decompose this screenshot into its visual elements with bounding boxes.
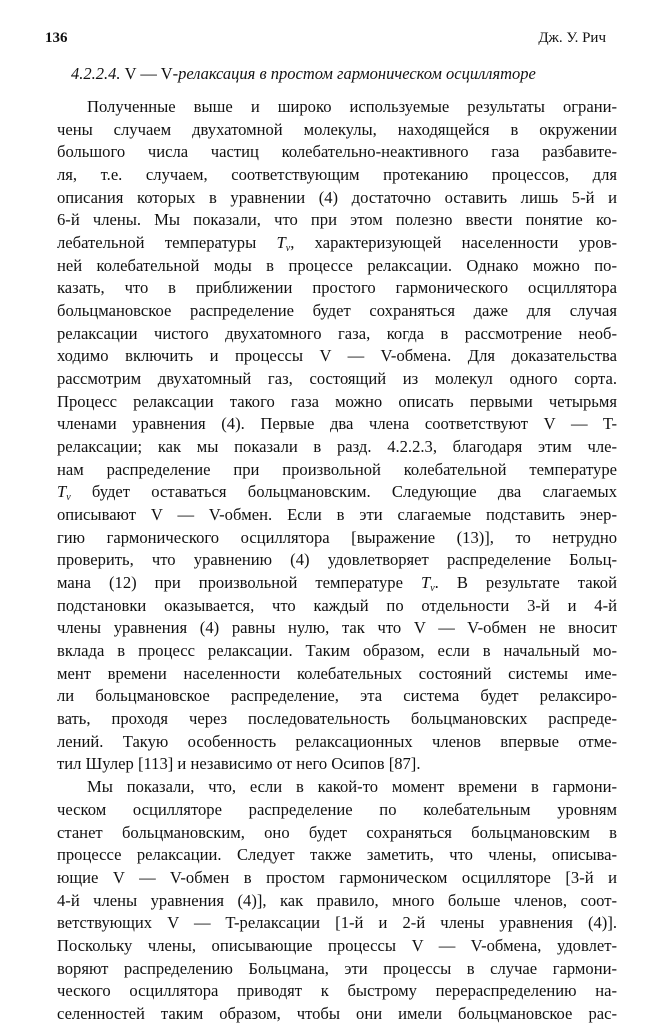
text-line: Мы показали, что, если в какой-то момент времени в гармони- — [87, 777, 617, 797]
text-fragment: будет оставаться больцмановским. Следующие два слагаемых — [70, 482, 617, 502]
text-line: 4-й члены уравнения (4)], как правило, много больше членов, соот- — [57, 890, 617, 910]
section-title-plain: V — V — [124, 64, 173, 83]
text-line: вклада в процесс релаксации. Таким образом, если в начальный мо- — [57, 641, 617, 661]
text-line: мент времени населенности колебательных состояний системы име- — [57, 663, 617, 683]
text-line: проверить, что уравнению (4) удовлетворяет распределение Больц- — [57, 550, 617, 570]
text-line: релаксации чистого двухатомного газа, когда в рассмотрение необ- — [57, 323, 617, 343]
symbol-T-v: $T_v$ — [57, 482, 71, 504]
text-line: описывают V — V-обмен. Если в эти слагаемые подставить энер- — [57, 505, 617, 525]
running-title: Дж. У. Рич — [538, 30, 606, 46]
body-text — [57, 96, 617, 1026]
text-line — [57, 481, 617, 504]
text-line: ли больцмановское распределение, эта система будет релаксиро- — [57, 686, 617, 706]
text-line: тил Шулер [113] и независимо от него Осипов [87]. — [57, 754, 421, 774]
text-line: гию гармонического осциллятора [выражение (13)], то нетрудно — [57, 527, 617, 547]
text-line: воряют распределению Больцмана, эти процессы в случае гармони- — [57, 958, 617, 978]
text-fragment: . В результате такой — [434, 573, 617, 593]
text-line: ходимо включить и процессы V — V-обмена. Для доказательства — [57, 346, 617, 366]
text-line: релаксации; как мы показали в разд. 4.2.2.3, благодаря этим чле- — [57, 437, 617, 457]
text-fragment: мана (12) при произвольной температуре — [57, 573, 421, 593]
text-line: ческого осциллятора приводят к быстрому перераспределению на- — [57, 981, 617, 1001]
section-number: 4.2.2.4. — [71, 64, 121, 83]
text-line: лений. Такую особенность релаксационных членов впервые отме- — [57, 731, 617, 751]
text-line: ней колебательной моды в процессе релаксации. Однако можно по- — [57, 255, 617, 275]
text-line: казать, что в приближении простого гармонического осциллятора — [57, 278, 617, 298]
text-line: селенностей таким образом, чтобы они имели больцмановское рас- — [57, 1003, 617, 1023]
section-title-italic: -релаксация в простом гармоническом осцилляторе — [172, 64, 536, 83]
text-line: рассмотрим двухатомный газ, состоящий из молекул одного сорта. — [57, 369, 617, 389]
symbol-T-v: $T_v$ — [420, 573, 435, 595]
text-line — [57, 572, 617, 595]
text-line: ветствующих V — T-релаксации [1-й и 2-й члены уравнения (4)]. — [57, 913, 617, 933]
subscript: v — [430, 583, 435, 595]
text-fragment: лебательной температуры — [57, 233, 277, 253]
subscript: v — [285, 243, 291, 255]
page-number: 136 — [45, 30, 68, 46]
text-line: члены уравнения (4) равны нулю, так что V — V-обмен не вносит — [57, 618, 617, 638]
text-line: Полученные выше и широко используемые результаты ограни- — [87, 97, 617, 116]
section-heading — [71, 64, 606, 84]
text-line: вать, проходя через последовательность больцмановских распреде- — [57, 709, 617, 729]
symbol-T-v: $T_v$ — [276, 233, 291, 255]
text-line: станет больцмановским, оно будет сохраняться больцмановским в — [57, 822, 617, 842]
text-line — [57, 232, 617, 255]
text-line: ля, т.е. случаем, соответствующим протеканию процессов, для — [57, 165, 617, 185]
text-line: Поскольку члены, описывающие процессы V — V-обмена, удовлет- — [57, 935, 617, 955]
text-line: членами уравнения (4). Первые два члена соответствуют V — T- — [57, 414, 617, 434]
text-line: чены случаем двухатомной молекулы, находящейся в окружении — [57, 119, 617, 139]
text-line: большого числа частиц колебательно-неактивного газа разбавите- — [57, 142, 617, 162]
text-fragment: , характеризующей населенности уров- — [290, 233, 617, 253]
text-line: нам распределение при произвольной колебательной температуре — [57, 459, 617, 479]
text-line: подстановки оказывается, что каждый по отдельности 3-й и 4-й — [57, 595, 617, 615]
text-line: 6-й члены. Мы показали, что при этом полезно ввести понятие ко- — [57, 210, 617, 230]
text-line: описания которых в уравнении (4) достаточно оставить лишь 5-й и — [57, 187, 617, 207]
subscript: v — [66, 492, 71, 504]
text-line: ющие V — V-обмен в простом гармоническом осцилляторе [3-й и — [57, 867, 617, 887]
running-header — [45, 30, 606, 47]
text-line: больцмановское распределение будет сохраняться даже для случая — [57, 301, 617, 321]
text-line: Процесс релаксации такого газа можно описать первыми четырьмя — [57, 391, 617, 411]
text-line: ческом осцилляторе распределение по колебательным уровням — [57, 799, 617, 819]
text-line: процессе релаксации. Следует также заметить, что члены, описыва- — [57, 845, 617, 865]
